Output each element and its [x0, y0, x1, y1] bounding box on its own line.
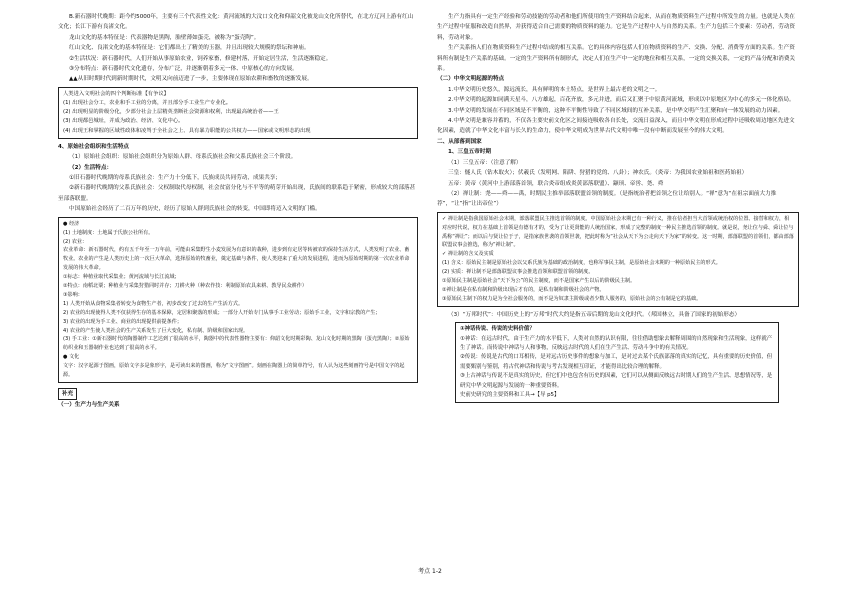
section-heading-civilization-origin: （二）中华文明起源的特点 — [437, 76, 505, 83]
box-line: ③上古神话与传说不是真实的历史，但它们中也包含有历史的因素，它们可以从侧面反映远古时期人们的生产生活、思想情况等，是研究中华文明起源与发展的一种重要资料。 — [460, 373, 773, 389]
box-line: ✓ 禅让制的含义及实质 — [442, 251, 494, 258]
myth-legend-box — [455, 322, 779, 403]
box-line: ①神话传说、传说的史料价值？ — [460, 326, 535, 333]
box-line: ①原始民主制是原始社会“天下为公”的民主制度，而不是国家产生以后的阶级民主制。 — [442, 278, 636, 285]
box-line: ①标志：种植业取代采集业；黄河流域与长江流域； — [63, 274, 180, 281]
paragraph-origin-4: 4.中华文明是兼容并蓄的，不仅各主要史前文化区之间接连吸收各自长处，交流日益深入，而且中华文明在形成过程中还吸收周边地区先进文化因素，造就了中华文化丰富与长久的生命力，使中华文明成为世界古代文明中唯一没有中断而发展至今的伟大文明。 — [437, 118, 795, 135]
box-title: 人类进入文明社会的四个判断标准【有争议】 — [63, 90, 169, 97]
paragraph-social-organization: （1）原始社会组织：原始社会组织分为原始人群、母系氏族社会和父系氏族社会三个阶段。 — [69, 154, 297, 161]
section-heading-tribe-to-state: 二、从部落到国家 — [437, 138, 482, 145]
box-line: 3) 农业的出现为手工业、商业的出现提供前提条件； — [63, 318, 182, 325]
criteria-item: (4) 出现王和掌握的区域性政体和凌驾于全社会之上、具有暴力职能的公共权力——国家或文明形态的出现 — [63, 127, 311, 134]
civilization-criteria-box — [58, 87, 418, 139]
box-line: ③原始民主制下的权力是为全社会服务的，而不是为奴隶主阶级或者少数人服务的，原始社会的公有制是它的基础。 — [442, 295, 702, 302]
paragraph-patriarchal: ②新石器时代晚期的父系氏族社会：父权制取代母权制，社会贫富分化与不平等的萌芽开始出现，氏族间的联系趋于紧密，形成较大的部落甚至部落联盟。 — [58, 185, 416, 202]
left-column — [58, 12, 418, 411]
paragraph-neolithic-late: B.新石器时代晚期：距今约5000年，主要有三个代表性文化：黄河流域的大汶口文化和仰韶文化被龙山文化所替代，在北方辽河上游有红山文化；长江下游有良渚文化。 — [58, 14, 414, 31]
criteria-item: (3) 出现都邑城址，并成为政治、经济、文化中心。 — [63, 118, 184, 125]
box-line: 史前史研究的主要资料和工具→【导 p5】 — [460, 392, 560, 399]
paragraph-living-conditions: ②生活状况：新石器时代，人们开始从事原始农业，饲养家畜，修建村落，开始定居生活，生活逐渐稳定。 — [69, 55, 332, 62]
paragraph-matriarchal: ①旧石器时代晚期的母系氏族社会：生产力十分低下，氏族成员共同劳动，成果共享； — [69, 175, 281, 182]
supplement-tag: 补充 — [58, 388, 77, 400]
paragraph-abdication-system: （2）禅让制：尧——舜——禹，时期民主推举部落联盟首领的制度。（是指统治者把首领之位让给别人。“禅”意为“在祖宗面前大力推荐”，“让”指“让出帝位”） — [437, 190, 777, 208]
box-line: (1) 土地制度：土地属于氏族公社所有。 — [63, 229, 154, 236]
box-line: (3) 手工业：①新石器时代的陶器制作工艺达到了很高的水平，陶器中的代表性器物主要有：仰韶文化时期彩陶、龙山文化时期的黑陶（蛋壳黑陶）；②原始纺织业和玉器制作业也达到了很高的水平。 — [63, 336, 410, 352]
paragraph-hongshan-liangzhu: 红山文化、良渚文化的基本特征是：它们都出土了精美的玉器，并且出现较大规模的祭坛和神庙。 — [69, 45, 310, 52]
box-line: 农业革命：新石器时代，约有五千年至一万年前，可能由采集野生小麦发展为有意识的栽种，进步到有定居等转被农的保持生活方式，人类发明了农业、畜牧业。农业的产生是人类历史上的一次巨大革命，选择原始的牧畜业，奠定基础与条件，使人类迎来了重大的发展进程，进而为原始时期的第一次农业革命发展的伟大革命。 — [63, 247, 410, 272]
criteria-item: (2) 出现明显的阶级分化，少部分社会上层精英垄断社会资源和权利，出现最高统治者——王 — [63, 109, 279, 116]
subheading-living-features: （2）生活特点： — [69, 164, 113, 171]
box-line: ②特点：南稻北粟；种植业与采集狩猎同时并存；刀耕火种（种农作技：利制原始农具来耕、教导民众耕作） — [63, 283, 307, 290]
section-heading-productivity: （一）生产力与生产关系 — [58, 402, 120, 409]
paragraph-distribution: ③分布特点：新石器时代文化遗存，分布广泛，并逐渐朝着多元一体、中原核心的方向发展。 — [69, 66, 298, 73]
box-culture-heading: ● 文化 — [63, 354, 80, 361]
paragraph-relations-of-production: 生产关系指人们在物质资料生产过程中结成的相互关系。它的具体内容包括人们在物质资料的生产、交换、分配、消费等方面的关系。生产资料所有制是生产关系的基础。一定的生产资料所有制形式，决定人们在生产中一定的地位和相互关系，一定的交换关系，一定的产品分配和消费关系。 — [437, 45, 796, 73]
box-line: ②禅让制是在私有制和阶级出现后才有的，是私有制和阶级社会的产物。 — [442, 286, 605, 293]
section-heading-primitive-society: 4、原始社会组织和生活特点 — [58, 143, 130, 150]
abdication-box — [437, 212, 799, 307]
box-line: ②传说：传说是古代的口耳相传，是对远古历史事件的想象与加工，是对过去某个氏族部落的真实的记忆，具有重要的历史价值，但需要甄别与鉴别，将古代神话和传说与考古发现相互印证，才能得出比较合理的解释。 — [460, 354, 773, 370]
box-line: ● 经济 — [63, 220, 80, 227]
paragraph-longshan: 龙山文化的基本特征是：代表器物是黑陶，胎壁薄如蛋壳，被称为“蛋壳陶”。 — [69, 34, 260, 41]
box-line: (1) 含义：原始民主制是原始社会以父系氏族为基础的政治制度，也称军事民主制，是原始社会末期的一种原始民主的形式。 — [442, 260, 721, 267]
box-line: 2) 农业的出现使得人类不仅获得生存的基本保障，定居和聚落的形成；一部分人开始专门从事手工业劳动；原始手工业，文字和宗教的产生； — [63, 309, 381, 316]
box-line: 1) 人类开始从食物采集者转变为食物生产者，初步改变了过去的生产生活方式。 — [63, 300, 244, 307]
box-culture-text: 文字：汉字起源于图画，原始文字多是象形字，是可读出来的图画，称为“文字图画”。刻画在陶器上的简单符号，有人认为这些刻画符号是中国文字的起源。 — [63, 363, 405, 379]
paragraph-origin-2: 2.中华文明的起源如同满天星斗，八方雄起，百花齐放，多元并进，而后又汇聚于中原黄河流域，形成以中原地区为中心的多元一体化格局。 — [448, 97, 795, 104]
paragraph-five-emperors: 五帝：黄帝（黄河中上游部落首领，联合炎帝组成炎黄部落联盟）、颛顼、帝喾、尧、舜 — [448, 180, 664, 187]
criteria-item: (1) 出现社会分工，农业和手工业的分离，并且部分手工业生产专业化。 — [63, 100, 232, 107]
paragraph-three-sovereigns: 三皇：燧人氏（钻木取火）；伏羲氏（发明网、陷阱、狩猎的党的、八卦）；神农氏。（炎帝：为我国农业始祖和医药始祖） — [448, 170, 748, 177]
paragraph-history-summary: 中国原始社会经历了二百万年的历史，经历了原始人群到氏族社会的转变，中国即将迈入文明的门槛。 — [69, 206, 321, 213]
box-line: ③影响： — [63, 291, 83, 298]
box-line: 4) 农业的产生使人类社会的生产关系发生了巨大变化，私有制、阶级和国家出现。 — [63, 327, 249, 334]
paragraph-wanbang-era: （3）“万邦时代”：中国历史上的“万邦”时代大约是指五帝后期的龙山文化时代。（邦国林立，具备了国家的初始形态） — [448, 311, 741, 318]
box-line: (2) 农业： — [63, 238, 88, 245]
box-line: (2) 实质：禅让制不是部落联盟议事会推选首领和联盟首领的制度。 — [442, 269, 594, 276]
right-column — [437, 12, 799, 406]
subheading-sovereigns-note: （1）三皇五帝：（注意了解） — [448, 159, 522, 166]
subheading-three-sovereigns: 1、三皇五帝时期 — [448, 149, 492, 156]
paragraph-productivity-definition: 生产力指具有一定生产经验和劳动技能的劳动者和他们所使用的生产资料结合起来，从而在物质资料生产过程中所发生的力量。也就是人类在生产过程中征服和改造自然界，并获得适合自己需要的物质资料的能力。它是生产过程中人与自然的关系。生产力包括三个要素：劳动者，劳动资料，劳动对象。 — [437, 14, 796, 41]
paragraph-origin-1: 1.中华文明历史悠久，源远流长，具有鲜明的本土特点，是世界上最古老的文明之一。 — [448, 86, 661, 93]
paragraph-civilization-progress: ▲▲从旧时期时代到新时期时代，文明又向前迈进了一步，主要体现在原始农耕和畜牧的逐渐发展。 — [69, 76, 313, 83]
box-line: ①神话：在远古时代，由于生产力的水平低下，人类对自然的认识有限，往往借助想象去解释周围的自然现象和生活现象，这样就产生了神话。而传说中神话与人和事物，反映远古时代的人们在生产生活、劳动斗争中的有关情况。 — [460, 335, 773, 351]
page-footer: 考点 1-2 — [418, 568, 442, 575]
box-line: ✓ 禅让制是指我国原始社会末期，部落联盟民主推选首领的制度。中国原始社会末期已有一种行义，推在信者担当大首领或统治权的位置、接替和权力，相对应时代说，权力在基础上首领是有德有才的，受为了让更贤能的人统治国家，形成了完整的制度一种民主推选首领的制度。就是说，尧让位与舜、舜让位与禹称“禅让”；而以后与贤让位于子，是指家族世袭的首领世袭，把此时称为“社会从天下为公走向天下为家”的转变。这一时期，部落联盟的首领们，都由部落联盟议事会推选，称为“禅让制”。 — [442, 215, 794, 249]
economy-culture-box — [58, 217, 418, 383]
paragraph-origin-3: 3.中华文明的发展在不同区域是不平衡的，这种不平衡性导致了不同区域间的互补关系，是中华文明产生汇聚和向一体发展的动力因素。 — [448, 107, 784, 114]
